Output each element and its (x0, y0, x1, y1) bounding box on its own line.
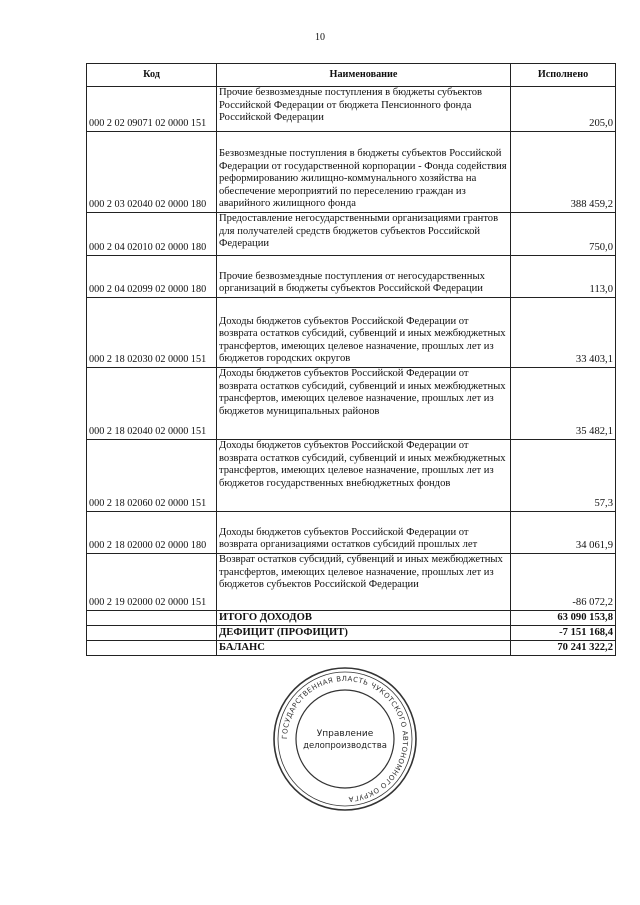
table-row (87, 256, 616, 298)
column-header-name: Наименование (217, 64, 511, 87)
row-code: 000 2 18 02030 02 0000 151 (87, 298, 217, 368)
table-row (87, 512, 616, 554)
row-name: Прочие безвозмездные поступления в бюджеты субъектов Российской Федерации от бюджета Пенсионного фонда Российской Федерации (217, 87, 511, 132)
row-name: Возврат остатков субсидий, субвенций и иных межбюджетных трансфертов, имеющих целевое назначение, прошлых лет из бюджетов субъектов Российской Федерации (217, 554, 511, 611)
deficit-value: -7 151 168,4 (511, 626, 616, 641)
row-code: 000 2 18 02040 02 0000 151 (87, 368, 217, 440)
deficit-row (87, 626, 616, 641)
row-code: 000 2 18 02000 02 0000 180 (87, 512, 217, 554)
row-value: 750,0 (511, 213, 616, 256)
table-header-row (87, 64, 616, 87)
deficit-empty-cell (87, 626, 217, 641)
row-value: 35 482,1 (511, 368, 616, 440)
total-row (87, 611, 616, 626)
table-row (87, 554, 616, 611)
table-row (87, 368, 616, 440)
row-name: Предоставление негосударственными организациями грантов для получателей средств бюджетов субъектов Российской Федерации (217, 213, 511, 256)
table-row (87, 87, 616, 132)
seal-ring-text: ГОСУДАРСТВЕННАЯ ВЛАСТЬ ЧУКОТСКОГО АВТОНОМНОГО ОКРУГА (280, 674, 410, 803)
row-value: 113,0 (511, 256, 616, 298)
row-code: 000 2 18 02060 02 0000 151 (87, 440, 217, 512)
seal-outer-ring (274, 668, 416, 810)
deficit-label: ДЕФИЦИТ (ПРОФИЦИТ) (217, 626, 511, 641)
official-seal-stamp (270, 664, 420, 814)
seal-center-line-2: делопроизводства (303, 741, 387, 751)
row-value: 205,0 (511, 87, 616, 132)
row-value: 57,3 (511, 440, 616, 512)
row-value: 388 459,2 (511, 132, 616, 213)
row-code: 000 2 04 02010 02 0000 180 (87, 213, 217, 256)
total-empty-cell (87, 611, 217, 626)
row-code: 000 2 02 09071 02 0000 151 (87, 87, 217, 132)
total-value: 63 090 153,8 (511, 611, 616, 626)
total-label: ИТОГО ДОХОДОВ (217, 611, 511, 626)
row-name: Прочие безвозмездные поступления от негосударственных организаций в бюджеты субъектов Российской Федерации (217, 256, 511, 298)
row-code: 000 2 19 02000 02 0000 151 (87, 554, 217, 611)
seal-center-ring (296, 690, 394, 788)
balance-label: БАЛАНС (217, 641, 511, 656)
row-value: 33 403,1 (511, 298, 616, 368)
row-code: 000 2 04 02099 02 0000 180 (87, 256, 217, 298)
row-value: 34 061,9 (511, 512, 616, 554)
row-name: Доходы бюджетов субъектов Российской Федерации от возврата организациями остатков субсидий прошлых лет (217, 512, 511, 554)
row-name: Доходы бюджетов субъектов Российской Федерации от возврата остатков субсидий, субвенций и иных межбюджетных трансфертов, имеющих целевое назначение, прошлых лет из бюджетов государственных внебюджетных фондов (217, 440, 511, 512)
table-row (87, 213, 616, 256)
seal-inner-ring (278, 672, 412, 806)
column-header-value: Исполнено (511, 64, 616, 87)
table-row (87, 440, 616, 512)
row-name: Безвозмездные поступления в бюджеты субъектов Российской Федерации от государственной корпорации - Фонда содействия реформированию жилищно-коммунального хозяйства на обеспечение мероприятий по переселению граждан из аварийного жилищного фонда (217, 132, 511, 213)
column-header-code: Код (87, 64, 217, 87)
row-value: -86 072,2 (511, 554, 616, 611)
seal-center-line-1: Управление (316, 729, 374, 739)
table-row (87, 132, 616, 213)
balance-empty-cell (87, 641, 217, 656)
row-name: Доходы бюджетов субъектов Российской Федерации от возврата остатков субсидий, субвенций и иных межбюджетных трансфертов, имеющих целевое назначение, прошлых лет из бюджетов городских округов (217, 298, 511, 368)
page-number: 10 (315, 32, 325, 43)
table-row (87, 298, 616, 368)
balance-value: 70 241 322,2 (511, 641, 616, 656)
row-name: Доходы бюджетов субъектов Российской Федерации от возврата остатков субсидий, субвенций и иных межбюджетных трансфертов, имеющих целевое назначение, прошлых лет из бюджетов муниципальных районов (217, 368, 511, 440)
row-code: 000 2 03 02040 02 0000 180 (87, 132, 217, 213)
budget-execution-table (86, 63, 616, 656)
balance-row (87, 641, 616, 656)
